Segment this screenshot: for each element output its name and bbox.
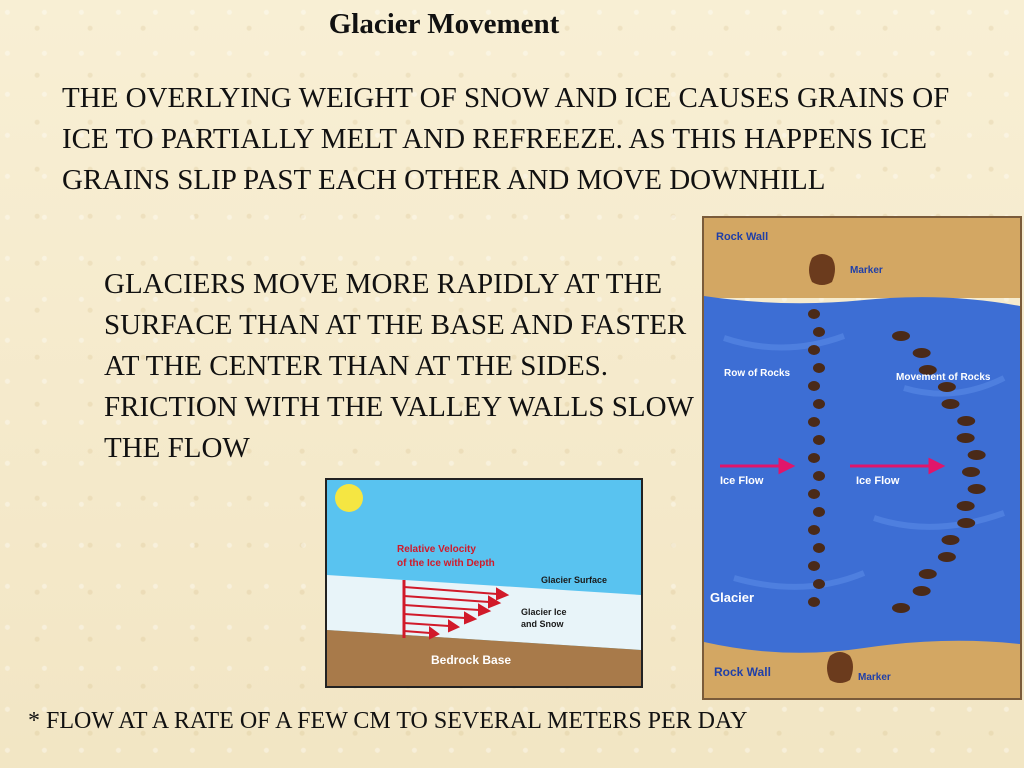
row-rock (813, 471, 825, 481)
rock-wall-bottom-label: Rock Wall (714, 665, 771, 679)
glacier-ice-label-line2: and Snow (521, 619, 564, 629)
paragraph-melt-refreeze: THE OVERLYING WEIGHT OF SNOW AND ICE CAUSES GRAINS OF ICE TO PARTIALLY MELT AND REFREEZE. AS THIS HAPPENS ICE GRAINS SLIP PAST EACH OTHER AND MOVE DOWNHILL (62, 82, 950, 196)
marker-top-label: Marker (850, 265, 883, 276)
row-rock (813, 435, 825, 445)
glacier-label: Glacier (710, 590, 755, 605)
glacier-surface-label: Glacier Surface (541, 575, 608, 585)
row-rock (808, 561, 820, 571)
glacier-flow-diagram (702, 216, 1022, 700)
marker-bottom-icon (827, 652, 853, 683)
moved-rock (968, 484, 986, 494)
row-rock (808, 525, 820, 535)
moved-rock (957, 518, 975, 528)
row-rock (813, 507, 825, 517)
movement-of-rocks-label: Movement of Rocks (896, 372, 991, 383)
row-rock (808, 597, 820, 607)
row-of-rocks-label: Row of Rocks (724, 368, 791, 379)
row-rock (813, 327, 825, 337)
velocity-label-line2: of the Ice with Depth (397, 558, 495, 569)
row-rock (808, 489, 820, 499)
row-rock (808, 453, 820, 463)
slide-title: Glacier Movement (328, 8, 560, 40)
ice-flow-right-label: Ice Flow (856, 475, 900, 487)
moved-rock (968, 450, 986, 460)
moved-rock (938, 552, 956, 562)
row-rock (813, 399, 825, 409)
ice-flow-left-label: Ice Flow (720, 475, 764, 487)
moved-rock (892, 331, 910, 341)
marker-bottom-label: Marker (858, 672, 891, 683)
moved-rock (957, 501, 975, 511)
moved-rock (938, 382, 956, 392)
marker-top-icon (809, 254, 835, 285)
moved-rock (919, 569, 937, 579)
paragraph-flow-rates: GLACIERS MOVE MORE RAPIDLY AT THE SURFACE THAN AT THE BASE AND FASTER AT THE CENTER THAN AT THE SIDES. FRICTION WITH THE VALLEY WALLS SLOW THE FLOW (104, 268, 694, 464)
bedrock-base-label: Bedrock Base (431, 653, 512, 667)
moved-rock (913, 348, 931, 358)
row-rock (808, 381, 820, 391)
moved-rock (892, 603, 910, 613)
sun-icon (335, 484, 363, 512)
row-rock (808, 345, 820, 355)
rock-wall-top (704, 218, 1020, 298)
moved-rock (962, 467, 980, 477)
row-rock (813, 579, 825, 589)
glacier-ice-label-line1: Glacier Ice (521, 607, 567, 617)
moved-rock (957, 416, 975, 426)
row-rock (808, 309, 820, 319)
row-rock (813, 543, 825, 553)
velocity-label-line1: Relative Velocity (397, 544, 476, 555)
row-rock (808, 417, 820, 427)
flow-rate-footnote: * FLOW AT A RATE OF A FEW CM TO SEVERAL METERS PER DAY (28, 708, 748, 734)
moved-rock (913, 586, 931, 596)
velocity-depth-diagram (325, 478, 643, 688)
rock-wall-top-label: Rock Wall (716, 231, 769, 243)
moved-rock (941, 535, 959, 545)
moved-rock (957, 433, 975, 443)
moved-rock (941, 399, 959, 409)
row-rock (813, 363, 825, 373)
